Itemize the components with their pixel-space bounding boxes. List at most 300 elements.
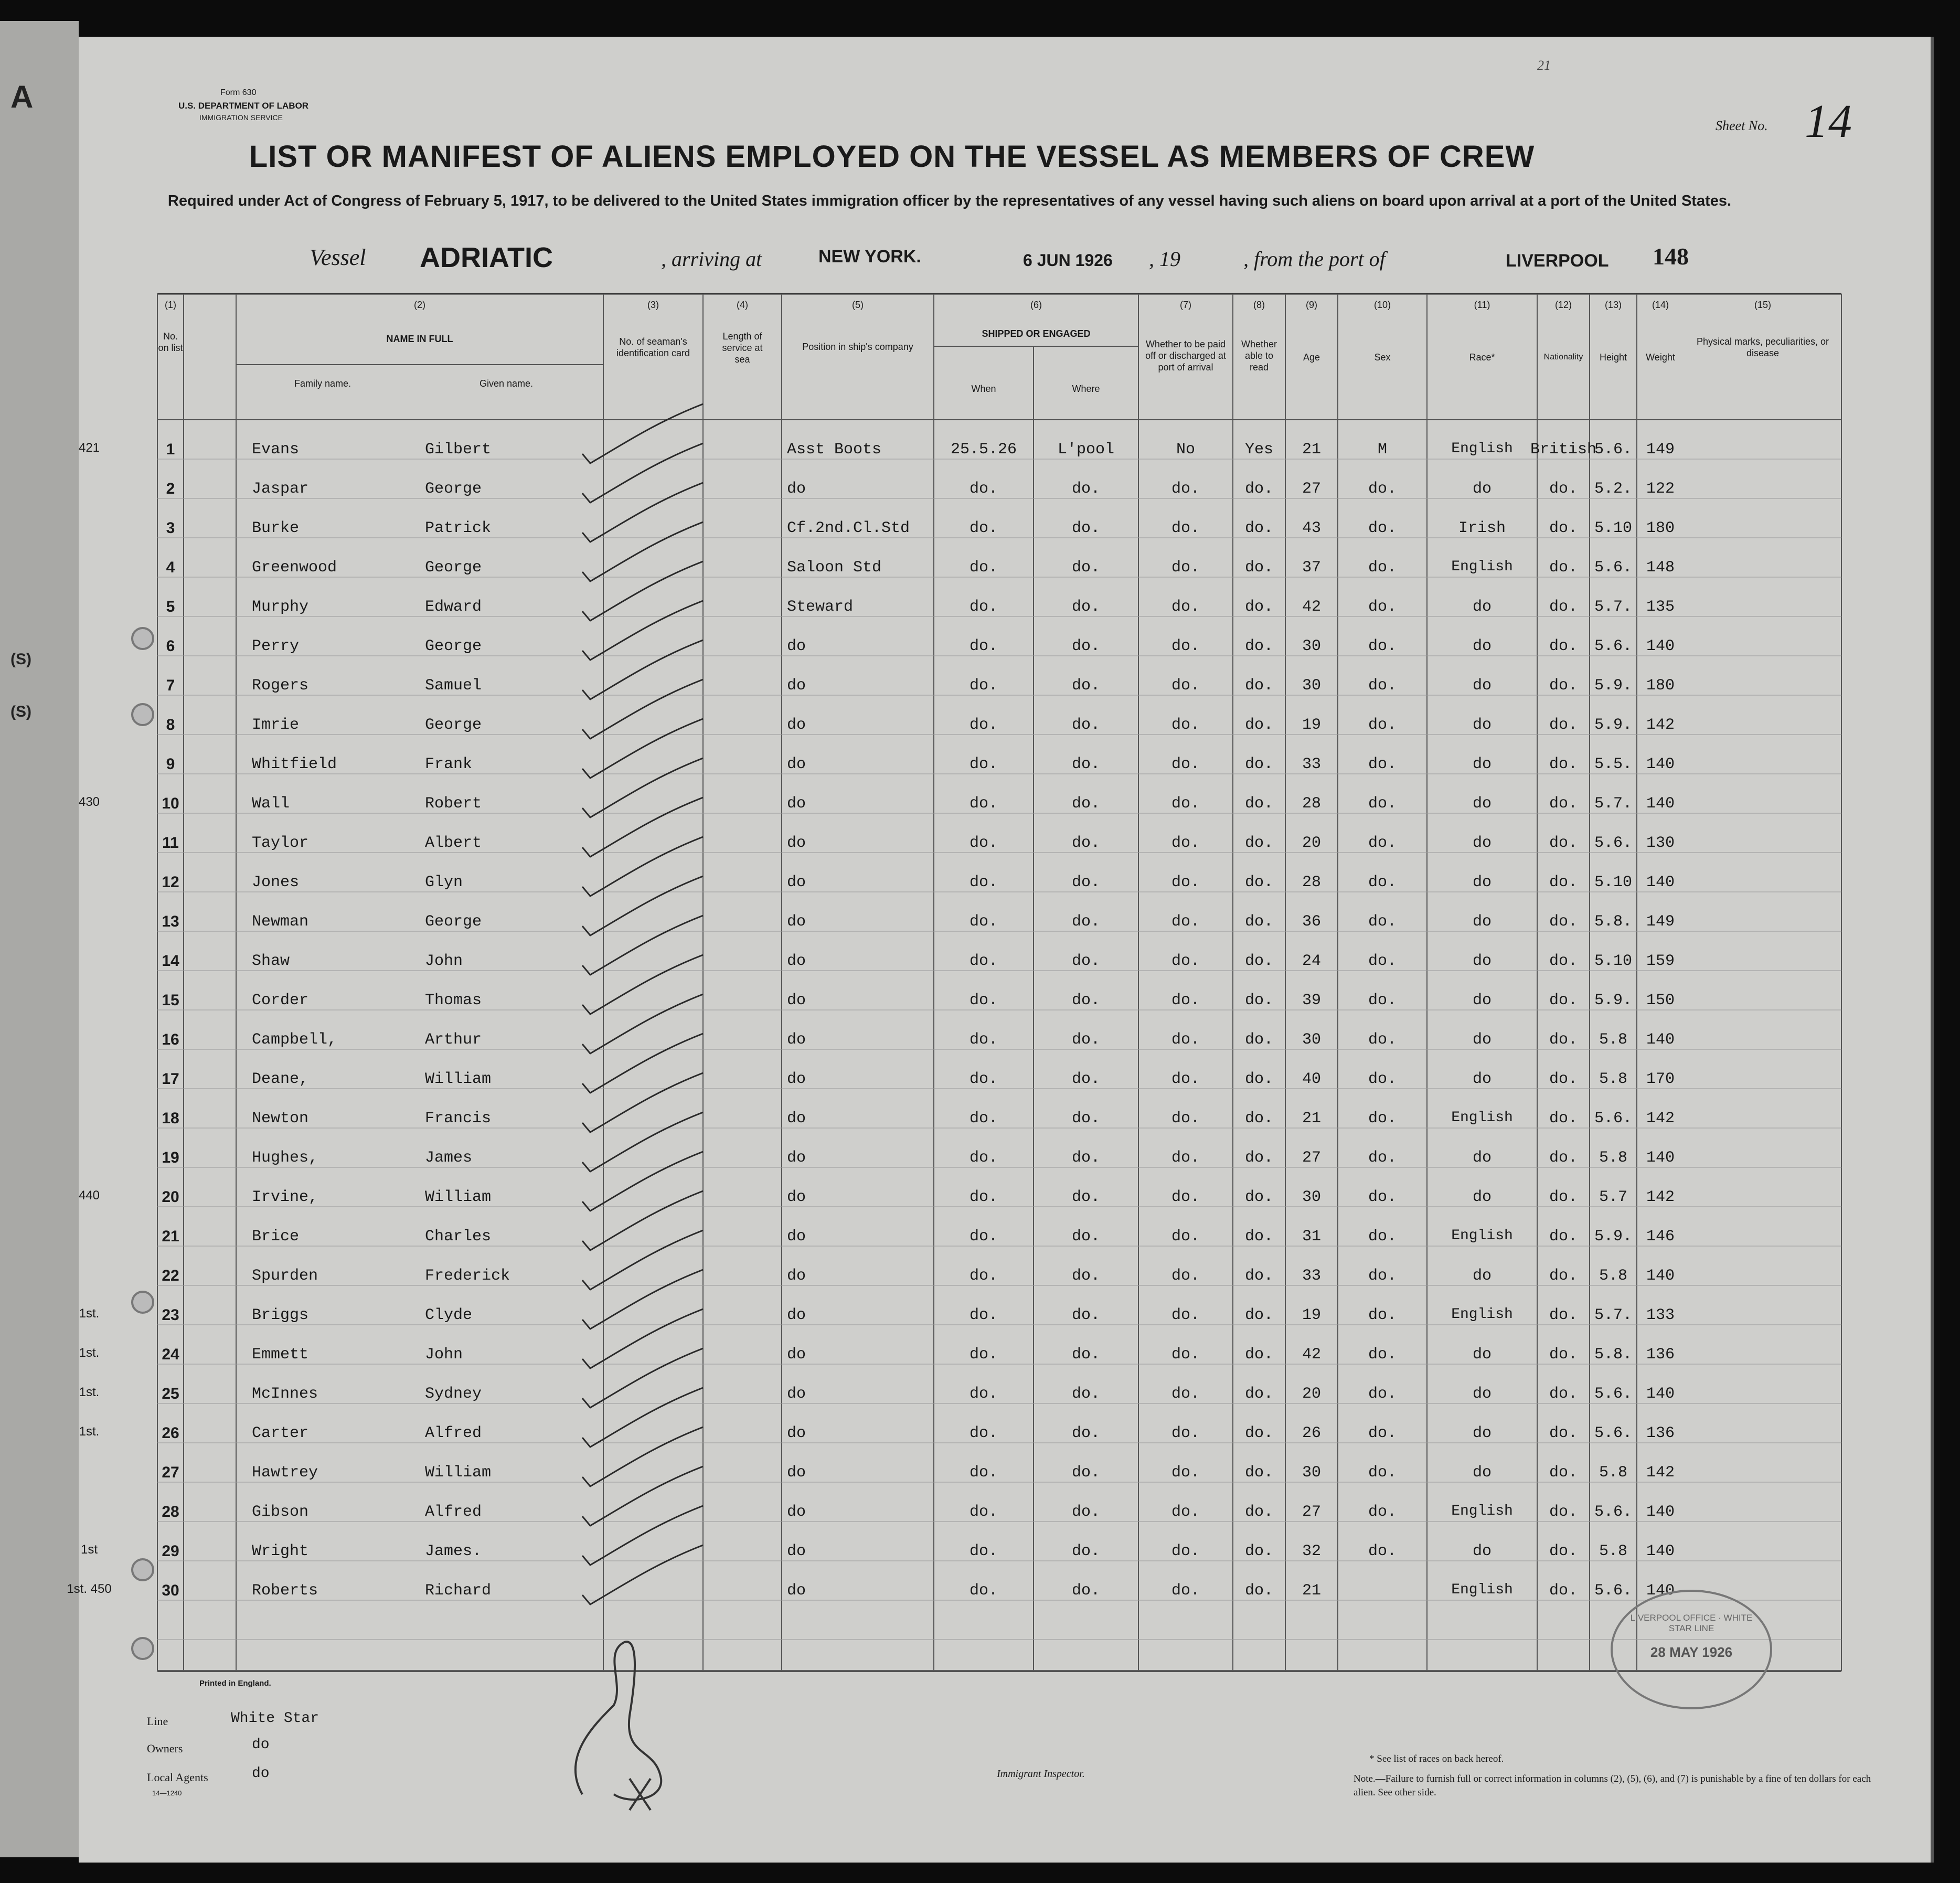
given-name: Alfred	[425, 1503, 482, 1521]
height: 5.10	[1594, 519, 1632, 537]
col6-num: (6)	[1030, 300, 1042, 310]
age: 26	[1302, 1424, 1321, 1442]
age: 39	[1302, 992, 1321, 1009]
age: 30	[1302, 637, 1321, 655]
age: 27	[1302, 1149, 1321, 1167]
family-name: Evans	[252, 441, 300, 459]
shipped-where: do.	[1071, 1346, 1100, 1364]
family-name: Hawtrey	[252, 1464, 318, 1482]
nationality: do.	[1549, 913, 1578, 931]
weight: 180	[1646, 677, 1675, 695]
shipped-when: do.	[969, 677, 998, 695]
height: 5.7.	[1594, 1306, 1632, 1324]
height: 5.6.	[1594, 637, 1632, 655]
row-number: 26	[162, 1424, 179, 1442]
weight: 159	[1646, 952, 1675, 970]
position: do	[787, 1346, 806, 1364]
race: do	[1472, 756, 1492, 773]
family-name: Carter	[252, 1424, 309, 1442]
race: do	[1472, 913, 1492, 931]
sex: do.	[1368, 834, 1397, 852]
nationality: do.	[1549, 1542, 1578, 1560]
paid-off: do.	[1171, 716, 1200, 734]
race: do	[1472, 952, 1492, 970]
from-port-label: , from the port of	[1243, 247, 1386, 271]
col13-num: (13)	[1604, 300, 1622, 310]
able-to-read: do.	[1244, 1346, 1273, 1364]
col4-label: Length of service at sea	[722, 331, 763, 365]
row-number: 9	[166, 756, 175, 773]
check-mark	[582, 1152, 703, 1211]
shipped-where: do.	[1071, 480, 1100, 498]
family-name: Imrie	[252, 716, 300, 734]
col11-num: (11)	[1474, 300, 1490, 310]
weight: 136	[1646, 1424, 1675, 1442]
row-number: 20	[162, 1188, 179, 1206]
sex: do.	[1368, 1070, 1397, 1088]
race: do	[1472, 1346, 1492, 1364]
owners-value: do	[252, 1737, 270, 1753]
col15-label: Physical marks, peculiarities, or disease	[1696, 336, 1829, 358]
age: 24	[1302, 952, 1321, 970]
sex: do.	[1368, 1188, 1397, 1206]
paid-off: do.	[1171, 913, 1200, 931]
given-name: Gilbert	[425, 441, 492, 459]
shipped-where: do.	[1071, 1149, 1100, 1167]
nationality: do.	[1549, 598, 1578, 616]
able-to-read: do.	[1244, 1542, 1273, 1560]
shipped-when: do.	[969, 756, 998, 773]
age: 28	[1302, 795, 1321, 813]
sex: do.	[1368, 992, 1397, 1009]
shipped-when: do.	[969, 1306, 998, 1324]
height: 5.2.	[1594, 480, 1632, 498]
row-margin-note: 1st. 450	[67, 1582, 112, 1596]
shipped-when: do.	[969, 913, 998, 931]
position: do	[787, 677, 806, 695]
nationality: do.	[1549, 1346, 1578, 1364]
col5-num: (5)	[852, 300, 864, 310]
age: 28	[1302, 874, 1321, 891]
paid-off: do.	[1171, 559, 1200, 577]
row-number: 29	[162, 1542, 179, 1560]
paid-off: do.	[1171, 1464, 1200, 1482]
paid-off: do.	[1171, 1346, 1200, 1364]
able-to-read: do.	[1244, 952, 1273, 970]
row-number: 2	[166, 480, 175, 497]
position: do	[787, 716, 806, 734]
weight: 142	[1646, 716, 1675, 734]
row-margin-note: 1st.	[79, 1346, 100, 1360]
nationality: do.	[1549, 1464, 1578, 1482]
height: 5.8.	[1594, 1346, 1632, 1364]
race: English	[1451, 1110, 1513, 1126]
check-mark	[582, 601, 703, 660]
col14-num: (14)	[1652, 300, 1669, 310]
col8-label: Whether able to read	[1241, 339, 1277, 373]
row-number: 17	[162, 1070, 179, 1088]
shipped-when: 25.5.26	[950, 441, 1017, 459]
age: 19	[1302, 1306, 1321, 1324]
weight: 148	[1646, 559, 1675, 577]
paid-off: do.	[1171, 1110, 1200, 1127]
nationality: do.	[1549, 1031, 1578, 1049]
age: 43	[1302, 519, 1321, 537]
paid-off: do.	[1171, 1149, 1200, 1167]
age: 27	[1302, 1503, 1321, 1521]
weight: 140	[1646, 795, 1675, 813]
paid-off: do.	[1171, 1424, 1200, 1442]
nationality: do.	[1549, 1070, 1578, 1088]
family-name: Corder	[252, 992, 309, 1009]
shipped-where: do.	[1071, 1228, 1100, 1246]
list-number: 148	[1653, 243, 1689, 270]
paid-off: do.	[1171, 834, 1200, 852]
sex: do.	[1368, 1031, 1397, 1049]
check-mark	[582, 1466, 703, 1526]
shipped-where: do.	[1071, 637, 1100, 655]
vessel-name: ADRIATIC	[420, 242, 553, 273]
nationality: British	[1530, 441, 1597, 459]
check-mark	[582, 797, 703, 857]
height: 5.9.	[1594, 992, 1632, 1009]
race: English	[1451, 1503, 1513, 1519]
row-number: 23	[162, 1306, 179, 1324]
able-to-read: do.	[1244, 913, 1273, 931]
position: do	[787, 992, 806, 1009]
sex: do.	[1368, 637, 1397, 655]
col10-num: (10)	[1373, 300, 1391, 310]
weight: 140	[1646, 1149, 1675, 1167]
col14-label: Weight	[1646, 352, 1675, 363]
check-mark	[582, 1427, 703, 1486]
given-name: Arthur	[425, 1031, 482, 1049]
check-mark	[582, 719, 703, 778]
nationality: do.	[1549, 1503, 1578, 1521]
inspector-label: Immigrant Inspector.	[997, 1768, 1085, 1780]
shipped-when: do.	[969, 559, 998, 577]
race: do	[1472, 716, 1492, 734]
shipped-when: do.	[969, 874, 998, 891]
family-name: Greenwood	[252, 559, 337, 577]
shipped-where: do.	[1071, 519, 1100, 537]
height: 5.9.	[1594, 716, 1632, 734]
height: 5.9.	[1594, 1228, 1632, 1246]
position: do	[787, 1149, 806, 1167]
paid-off: do.	[1171, 480, 1200, 498]
age: 30	[1302, 1188, 1321, 1206]
given-name: John	[425, 1346, 463, 1364]
nationality: do.	[1549, 519, 1578, 537]
position: do	[787, 913, 806, 931]
sex: do.	[1368, 559, 1397, 577]
height: 5.7.	[1594, 795, 1632, 813]
col6-where: Where	[1072, 384, 1100, 394]
given-name: George	[425, 637, 482, 655]
line-label: Line	[147, 1715, 168, 1728]
given-name: William	[425, 1070, 492, 1088]
nationality: do.	[1549, 874, 1578, 891]
row-number: 14	[162, 952, 179, 970]
position: do	[787, 1228, 806, 1246]
stamp-date: 28 MAY 1926	[1650, 1644, 1733, 1660]
paid-off: do.	[1171, 637, 1200, 655]
height: 5.8.	[1594, 913, 1632, 931]
weight: 140	[1646, 1031, 1675, 1049]
able-to-read: do.	[1244, 716, 1273, 734]
family-name: Gibson	[252, 1503, 309, 1521]
able-to-read: do.	[1244, 1385, 1273, 1403]
check-mark	[582, 1191, 703, 1250]
able-to-read: do.	[1244, 677, 1273, 695]
sex: do.	[1368, 1503, 1397, 1521]
shipped-where: do.	[1071, 913, 1100, 931]
col12-num: (12)	[1554, 300, 1572, 310]
nationality: do.	[1549, 1385, 1578, 1403]
check-mark	[582, 1545, 703, 1604]
paid-off: do.	[1171, 1503, 1200, 1521]
sex: do.	[1368, 1306, 1397, 1324]
given-name: Charles	[425, 1228, 492, 1246]
position: do	[787, 1464, 806, 1482]
paid-off: do.	[1171, 598, 1200, 616]
age: 20	[1302, 1385, 1321, 1403]
able-to-read: do.	[1244, 1149, 1273, 1167]
owners-label: Owners	[147, 1742, 183, 1755]
family-name: Campbell,	[252, 1031, 337, 1049]
check-mark	[582, 1034, 703, 1093]
shipped-when: do.	[969, 795, 998, 813]
given-name: George	[425, 716, 482, 734]
punch-hole	[131, 703, 154, 726]
position: do	[787, 1424, 806, 1442]
given-name: Alfred	[425, 1424, 482, 1442]
race: do	[1472, 1267, 1492, 1285]
row-number: 8	[166, 716, 175, 733]
check-mark	[582, 1506, 703, 1565]
nationality: do.	[1549, 1149, 1578, 1167]
nationality: do.	[1549, 1110, 1578, 1127]
check-mark	[582, 640, 703, 699]
check-mark	[582, 679, 703, 739]
position: do	[787, 952, 806, 970]
shipped-where: do.	[1071, 677, 1100, 695]
able-to-read: do.	[1244, 874, 1273, 891]
shipped-when: do.	[969, 1188, 998, 1206]
weight: 140	[1646, 1385, 1675, 1403]
able-to-read: do.	[1244, 637, 1273, 655]
able-to-read: do.	[1244, 1582, 1273, 1600]
family-name: Jones	[252, 874, 300, 891]
height: 5.8	[1599, 1267, 1627, 1285]
col6-when: When	[971, 384, 996, 394]
row-number: 10	[162, 795, 179, 812]
weight: 140	[1646, 637, 1675, 655]
page-title: LIST OR MANIFEST OF ALIENS EMPLOYED ON THE VESSEL AS MEMBERS OF CREW	[249, 140, 1535, 174]
shipped-when: do.	[969, 952, 998, 970]
able-to-read: do.	[1244, 1306, 1273, 1324]
family-name: Newton	[252, 1110, 309, 1127]
race: do	[1472, 1385, 1492, 1403]
shipped-where: do.	[1071, 598, 1100, 616]
col9-label: Age	[1303, 352, 1320, 363]
department: U.S. DEPARTMENT OF LABOR	[178, 101, 309, 111]
height: 5.5.	[1594, 756, 1632, 773]
race: do	[1472, 637, 1492, 655]
row-number: 24	[162, 1346, 179, 1363]
col7-num: (7)	[1180, 300, 1191, 310]
sex: do.	[1368, 756, 1397, 773]
weight: 140	[1646, 1267, 1675, 1285]
given-name: Sydney	[425, 1385, 482, 1403]
age: 19	[1302, 716, 1321, 734]
paid-off: do.	[1171, 1582, 1200, 1600]
weight: 149	[1646, 441, 1675, 459]
able-to-read: do.	[1244, 1110, 1273, 1127]
race: do	[1472, 1149, 1492, 1167]
height: 5.6.	[1594, 441, 1632, 459]
height: 5.9.	[1594, 677, 1632, 695]
weight: 149	[1646, 913, 1675, 931]
given-name: Clyde	[425, 1306, 473, 1324]
weight: 133	[1646, 1306, 1675, 1324]
punch-hole	[131, 1558, 154, 1581]
printed-note: Printed in England.	[199, 1679, 271, 1688]
height: 5.8	[1599, 1070, 1627, 1088]
race: English	[1451, 441, 1513, 457]
shipped-where: do.	[1071, 1267, 1100, 1285]
shipped-where: do.	[1071, 952, 1100, 970]
row-number: 28	[162, 1503, 179, 1520]
shipped-when: do.	[969, 1149, 998, 1167]
weight: 180	[1646, 519, 1675, 537]
race: English	[1451, 559, 1513, 575]
nationality: do.	[1549, 952, 1578, 970]
height: 5.8	[1599, 1464, 1627, 1482]
shipped-when: do.	[969, 716, 998, 734]
family-name: Taylor	[252, 834, 309, 852]
shipped-where: do.	[1071, 1070, 1100, 1088]
manifest-sheet	[67, 37, 1934, 1863]
paid-off: do.	[1171, 795, 1200, 813]
family-name: Jaspar	[252, 480, 309, 498]
nationality: do.	[1549, 992, 1578, 1009]
check-mark	[582, 561, 703, 621]
shipped-when: do.	[969, 992, 998, 1009]
check-mark	[582, 522, 703, 581]
race: Irish	[1458, 519, 1506, 537]
position: do	[787, 1031, 806, 1049]
family-name: Irvine,	[252, 1188, 318, 1206]
race: do	[1472, 1464, 1492, 1482]
race: English	[1451, 1306, 1513, 1323]
weight: 130	[1646, 834, 1675, 852]
given-name: James	[425, 1149, 473, 1167]
arrival-port: NEW YORK.	[818, 247, 921, 267]
col7-label: Whether to be paid off or discharged at port of arrival	[1145, 339, 1226, 373]
shipped-where: do.	[1071, 559, 1100, 577]
age: 42	[1302, 1346, 1321, 1364]
family-name: Deane,	[252, 1070, 309, 1088]
given-name: Glyn	[425, 874, 463, 891]
row-margin-note: 440	[78, 1188, 100, 1203]
office-stamp	[1611, 1590, 1772, 1709]
family-name: Wall	[252, 795, 290, 813]
given-name: Edward	[425, 598, 482, 616]
shipped-where: do.	[1071, 716, 1100, 734]
weight: 170	[1646, 1070, 1675, 1088]
able-to-read: do.	[1244, 559, 1273, 577]
shipped-when: do.	[969, 834, 998, 852]
able-to-read: do.	[1244, 1267, 1273, 1285]
nationality: do.	[1549, 1424, 1578, 1442]
shipped-when: do.	[969, 1503, 998, 1521]
age: 30	[1302, 677, 1321, 695]
position: do	[787, 637, 806, 655]
row-number: 19	[162, 1149, 179, 1166]
col15-num: (15)	[1754, 300, 1771, 310]
check-mark	[582, 404, 703, 463]
check-mark	[582, 758, 703, 817]
age: 27	[1302, 480, 1321, 498]
height: 5.6.	[1594, 1503, 1632, 1521]
col6-label: SHIPPED OR ENGAGED	[982, 328, 1091, 339]
row-number: 3	[166, 519, 175, 537]
family-name: Whitfield	[252, 756, 337, 773]
race: do	[1472, 1424, 1492, 1442]
able-to-read: do.	[1244, 1228, 1273, 1246]
given-name: Frank	[425, 756, 473, 773]
shipped-where: L'pool	[1057, 441, 1115, 459]
given-name: Francis	[425, 1110, 492, 1127]
inspector-signature	[551, 1621, 698, 1821]
family-name: Newman	[252, 913, 309, 931]
paid-off: do.	[1171, 1385, 1200, 1403]
col1-label: No. on list	[158, 331, 183, 353]
col9-num: (9)	[1306, 300, 1317, 310]
page-subtitle: Required under Act of Congress of February 5, 1917, to be delivered to the United States immigration officer by the representatives of any vessel having such aliens on board upon arrival at a port of the United States.	[167, 193, 1732, 209]
position: do	[787, 756, 806, 773]
family-name: Rogers	[252, 677, 309, 695]
nationality: do.	[1549, 559, 1578, 577]
shipped-where: do.	[1071, 756, 1100, 773]
adjacent-sheet-strip: A (S) (S)	[0, 21, 79, 1857]
race: do	[1472, 1031, 1492, 1049]
height: 5.10	[1594, 874, 1632, 891]
paid-off: do.	[1171, 1188, 1200, 1206]
check-mark	[582, 994, 703, 1054]
family-name: Perry	[252, 637, 300, 655]
age: 21	[1302, 441, 1321, 459]
sex: do.	[1368, 519, 1397, 537]
row-number: 22	[162, 1267, 179, 1284]
nationality: do.	[1549, 637, 1578, 655]
row-margin-note: 421	[78, 441, 100, 455]
race: do	[1472, 1188, 1492, 1206]
shipped-when: do.	[969, 598, 998, 616]
given-name: William	[425, 1464, 492, 1482]
given-name: George	[425, 559, 482, 577]
row-number: 27	[162, 1464, 179, 1481]
punch-hole	[131, 1291, 154, 1314]
sheet-number: 14	[1805, 95, 1852, 147]
shipped-where: do.	[1071, 1542, 1100, 1560]
family-name: Emmett	[252, 1346, 309, 1364]
family-name: Roberts	[252, 1582, 318, 1600]
nationality: do.	[1549, 716, 1578, 734]
age: 40	[1302, 1070, 1321, 1088]
year-label: , 19	[1149, 247, 1180, 271]
